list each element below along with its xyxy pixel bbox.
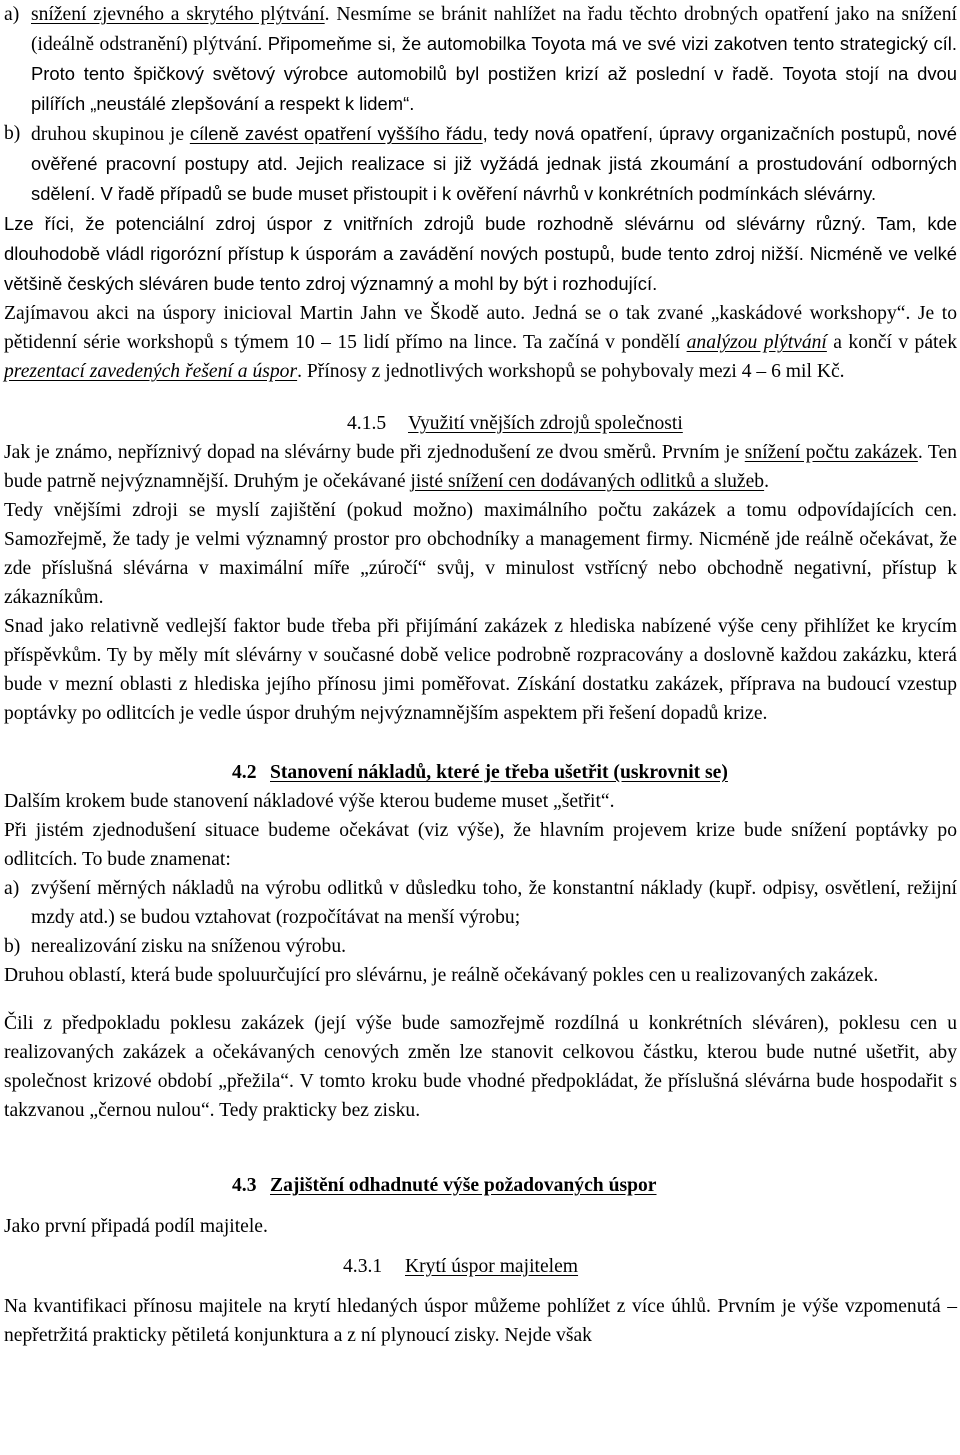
section-number: 4.2 [232,762,257,783]
section-title: Stanovení nákladů, které je třeba ušetřit (uskrovnit se) [270,762,728,783]
heading-4-3 [4,1171,957,1200]
list-label: a) [4,878,20,899]
section-title: Zajištění odhadnuté výše požadovaných úspor [270,1175,657,1196]
section-title: Krytí úspor majitelem [405,1256,579,1277]
list-label: b) [4,123,21,144]
list-item-b-measures [4,119,957,209]
list-label: a) [4,4,20,25]
heading-4-3-1 [4,1252,957,1281]
list-label: b) [4,936,21,957]
paragraph-owner-share: Jako první připadá podíl majitele. [4,1216,268,1237]
section-number: 4.3.1 [343,1256,383,1277]
paragraph-external-sources: Tedy vnějšími zdroji se myslí zajištění (pokud možno) maximálního počtu zakázek a tomu odpovídajících cen. Samozřejmě, že tady je velmi významný prostor pro obchodníky a management firmy. Nicméně jde reálně očekávat, že zde příslušná slévárna v maximální míře „zúročí“ svůj, v minulost vstřícný nebo obchodně negativní, přístup k zákazníkům. [4,500,957,608]
paragraph-cascade-workshops: Zajímavou akci na úspory inicioval Martin Jahn ve Škodě auto. Jedná se o tak zvané „kaskádové workshopy“. Je to pětidenní série workshopů s týmem 10 – 15 lidí přímo na lince. Ta začíná v pondělí analýzou plýtvání a končí v pátek prezentací zavedených řešení a úspor. Přínosy z jednotlivých workshopů se pohybovaly mezi 4 – 6 mil Kč. [4,303,957,382]
section-number: 4.3 [232,1175,257,1196]
paragraph-savings-amount: Čili z předpokladu poklesu zakázek (její výše bude samozřejmě rozdílná u konkrétních sléváren), poklesu cen u realizovaných zakázek a očekávaných cenových změn lze stanovit celkovou částku, kterou bude nutné ušetřit, aby společnost krizové období „přežila“. V tomto kroku bude vhodné předpokládat, že příslušná slévárna bude hospodařit s takzvanou „černou nulou“. Tedy prakticky bez zisku. [4,1013,957,1121]
list-text: snížení zjevného a skrytého plýtvání. Nesmíme se bránit nahlížet na řadu těchto drobných opatření jako na snížení (ideálně odstranění) plýtvání. Připomeňme si, že automobilka Toyota má ve své vizi zakotven tento strategický cíl. Proto tento špičkový světový výrobce automobilů byl postižen krizí až poslední v řadě. Toyota stojí na dvou pilířích „neustálé zlepšování a respekt k lidem“. [31,4,957,114]
heading-4-2 [4,758,957,787]
heading-4-1-5 [4,409,957,438]
section-title: Využití vnějších zdrojů společnosti [408,413,683,434]
paragraph-external-impact: Jak je známo, nepříznivý dopad na slévárny bude při zjednodušení ze dvou směrů. Prvním je snížení počtu zakázek. Ten bude patrně nejvýznamnější. Druhým je očekávané jisté snížení cen dodávaných odlitků a služeb. [4,442,957,492]
sans-serif-passage: organizačních postupů, nové ověřené pracovní postupy atd. Jejich realizace si již vyžádá jednak jistá zkoumání a prostudování odborných sdělení. V řadě případů se bude muset přistoupit i k ověření návrhů v konkrétních podmínkách slévárny. [31,123,958,204]
list-text: zvýšení měrných nákladů na výrobu odlitků v důsledku toho, že konstantní náklady (kupř. odpisy, osvětlení, režijní mzdy atd.) se budou vztahovat (rozpočítávat na menší výrobu; [31,878,957,928]
paragraph-owner-coverage: Na kvantifikaci přínosu majitele na krytí hledaných úspor můžeme pohlížet z více úhlů. Prvním je výše vzpomenutá – nepřetržitá prakticky pětiletá konjunktura a z ní plynoucí zisky. Nejde však [4,1296,957,1346]
underlined-term: cíleně zavést opatření vyššího řádu [189,123,483,144]
paragraph-internal-sources: Lze říci, že potenciální zdroj úspor z vnitřních zdrojů bude rozhodně slévárnu od slévárny různý. Tam, kde dlouhodobě vládl rigorózní přístup k úsporám a zavádění nových postupů, bude tento zdroj nižší. Nicméně ve velké většině českých sléváren bude tento zdroj významný a mohl by být i rozhodující. [4,213,958,294]
list-text: druhou skupinou je cíleně zavést opatření vyššího řádu, tedy nová opatření, úpravy organizačních postupů, nové ověřené pracovní postupy atd. Jejich realizace si již vyžádá jednak jistá zkoumání a prostudování odborných sdělení. V řadě případů se bude muset přistoupit i k ověření návrhů v konkrétních podmínkách slévárny. [31,123,958,204]
paragraph-demand-drop: Při jistém zjednodušení situace budeme očekávat (viz výše), že hlavním projevem krize bude snížení poptávky po odlitcích. To bude znamenat: [4,820,957,870]
paragraph-cost-determination: Dalším krokem bude stanovení nákladové výše kterou budeme muset „šetřit“. [4,791,615,812]
list-item-a-waste [4,0,957,119]
underlined-term: analýzou plýtvání [686,332,827,353]
sans-serif-passage: Připomeňme si, že automobilka Toyota má ve své vizi zakotven tento strategický cíl. Proto tento špičkový světový výrobce automobilů byl postižen krizí až poslední v řadě. Toyota stojí na dvou pilířích „neustálé zlepšování a respekt k lidem“. [31,33,957,114]
underlined-term: snížení zjevného a skrytého plýtvání [31,4,325,25]
list-text: nerealizování zisku na sníženou výrobu. [31,936,347,957]
underlined-term: snížení počtu zakázek [744,442,918,463]
section-number: 4.1.5 [347,413,387,434]
underlined-term: prezentací zavedených řešení a úspor [4,361,298,382]
paragraph-contribution-margins: Snad jako relativně vedlejší faktor bude třeba při přijímání zakázek z hlediska nabízené výše ceny přihlížet ke krycím příspěvkům. Ty by měly mít slévárny v současné době velice podrobně rozpracovány a doslovně každou zakázku, která bude v mezní oblasti z hlediska jejího přínosu jimi poměřovat. Získání dostatku zakázek, příprava na budoucí vzestup poptávky po odlitcích je vedle úspor druhým nejvýznamnějším aspektem při řešení dopadů krize. [4,616,957,724]
list-item-a-unit-costs [4,874,957,932]
list-item-b-profit [4,932,957,961]
paragraph-price-decline: Druhou oblastí, která bude spoluurčující pro slévárnu, je reálně očekávaný pokles cen u realizovaných zakázek. [4,965,879,986]
underlined-term: jisté snížení cen dodávaných odlitků a služeb [410,471,765,492]
